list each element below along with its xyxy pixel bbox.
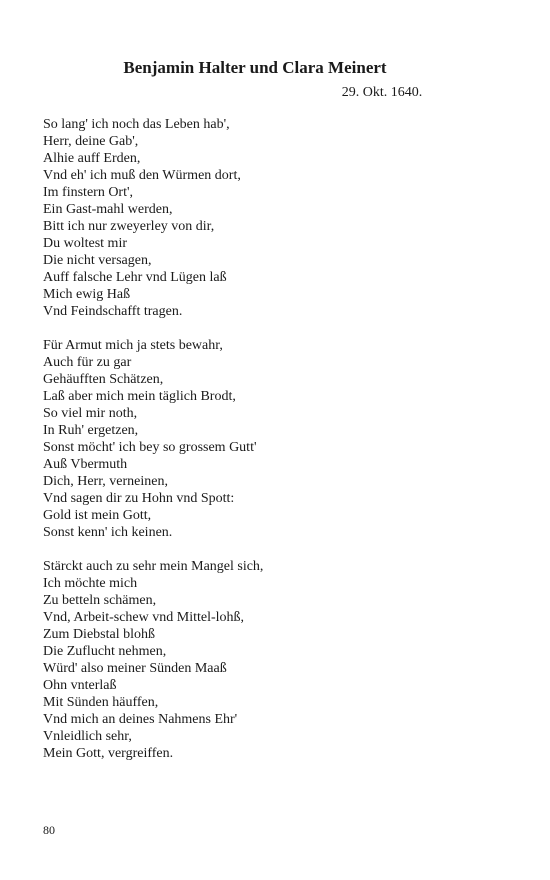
- stanza-3: [43, 558, 503, 762]
- poem-line: Auff falsche Lehr vnd Lügen laß: [43, 270, 227, 285]
- poem-line: Ein Gast-mahl werden,: [43, 202, 173, 217]
- poem-line: So lang' ich noch das Leben hab',: [43, 117, 230, 132]
- poem-line: Herr, deine Gab',: [43, 134, 139, 149]
- poem-line: Laß aber mich mein täglich Brodt,: [43, 389, 236, 404]
- poem-line: Vnleidlich sehr,: [43, 729, 132, 744]
- poem-line: Vnd sagen dir zu Hohn vnd Spott:: [43, 491, 235, 506]
- stanza-2: [43, 337, 503, 541]
- poem-line: Auch für zu gar: [43, 355, 132, 370]
- poem-body: [43, 116, 503, 779]
- poem-line: Vnd mich an deines Nahmens Ehr': [43, 712, 238, 727]
- page-number: 80: [43, 823, 55, 837]
- poem-line: Sonst kenn' ich keinen.: [43, 525, 173, 540]
- poem-date-text: 29. Okt. 1640.: [341, 85, 423, 100]
- poem-line: So viel mir noth,: [43, 406, 138, 421]
- poem-line: Vnd eh' ich muß den Würmen dort,: [43, 168, 241, 183]
- poem-title: Benjamin Halter und Clara Meinert: [123, 58, 387, 77]
- poem-line: Sonst möcht' ich bey so grossem Gutt': [43, 440, 257, 455]
- poem-line: Stärckt auch zu sehr mein Mangel sich,: [43, 559, 264, 574]
- poem-line: In Ruh' ergetzen,: [43, 423, 139, 438]
- poem-line: Gold ist mein Gott,: [43, 508, 152, 523]
- poem-line: Bitt ich nur zweyerley von dir,: [43, 219, 215, 234]
- poem-line: Gehäufften Schätzen,: [43, 372, 164, 387]
- stanza-1: [43, 116, 503, 320]
- poem-line: Ich möchte mich: [43, 576, 138, 591]
- poem-line: Vnd, Arbeit-schew vnd Mittel-lohß,: [43, 610, 245, 625]
- poem-line: Die nicht versagen,: [43, 253, 152, 268]
- poem-line: Auß Vbermuth: [43, 457, 128, 472]
- poem-line: Für Armut mich ja stets bewahr,: [43, 338, 223, 353]
- poem-line: Zu betteln schämen,: [43, 593, 157, 608]
- poem-line: Alhie auff Erden,: [43, 151, 141, 166]
- poem-line: Du woltest mir: [43, 236, 127, 251]
- poem-line: Mit Sünden häuffen,: [43, 695, 159, 710]
- poem-line: Dich, Herr, verneinen,: [43, 474, 168, 489]
- poem-line: Zum Diebstal blohß: [43, 627, 155, 642]
- poem-line: Würd' also meiner Sünden Maaß: [43, 661, 227, 676]
- poem-line: Die Zuflucht nehmen,: [43, 644, 167, 659]
- poem-date: [0, 84, 510, 101]
- poem-line: Im finstern Ort',: [43, 185, 134, 200]
- poem-line: Mein Gott, vergreiffen.: [43, 746, 174, 761]
- poem-line: Mich ewig Haß: [43, 287, 131, 302]
- poem-line: Ohn vnterlaß: [43, 678, 117, 693]
- poem-line: Vnd Feindschafft tragen.: [43, 304, 183, 319]
